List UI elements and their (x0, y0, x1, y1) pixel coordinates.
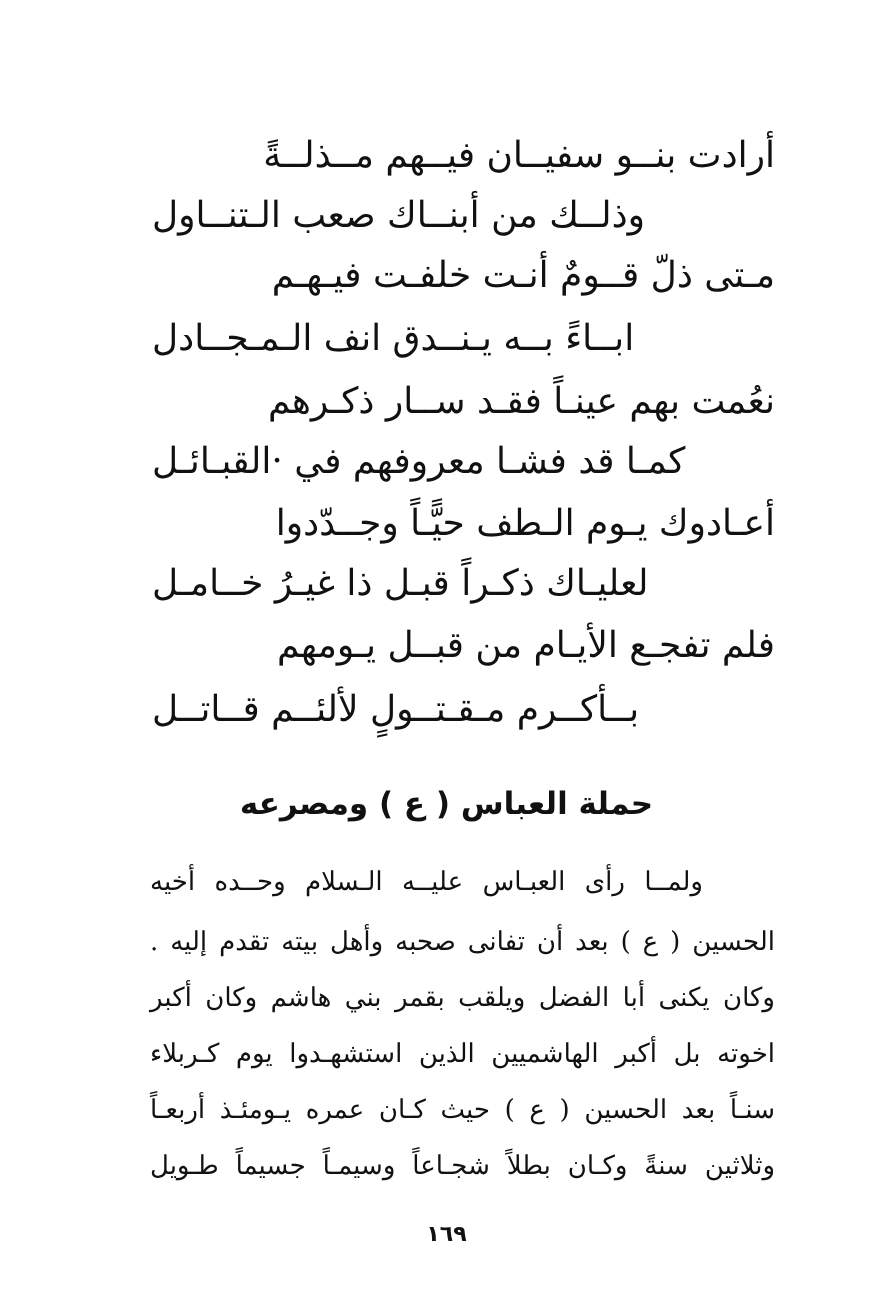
body-text-line: ولمــا رأى العبـاس عليــه الـسلام وحــده أخيه (150, 867, 703, 897)
poem-line: أرادت بنــو سفيــان فيــهم مــذلــةً (263, 135, 775, 176)
body-text-line: الحسين ( ع ) بعد أن تفانى صحبه وأهل بيته تقدم إليه . (150, 927, 775, 957)
poem-line: فلم تفجـع الأيـام من قبــل يـومهم (277, 625, 775, 666)
poem-line: بــأكــرم مـقـتــولٍ لألئــم قــاتــل (152, 689, 640, 730)
body-text-line: سنـاً بعد الحسين ( ع ) حيث كـان عمره يـومئـذ أربعـاً (150, 1095, 775, 1125)
poem-line: ابــاءً بــه يـنــدق انف الـمـجــادل (152, 318, 635, 359)
body-text-line: اخوته بل أكبر الهاشميين الذين استشهـدوا يوم كـربلاء (150, 1039, 775, 1069)
section-heading: حملة العباس ( ع ) ومصرعه (239, 786, 654, 822)
poem-line: وذلــك من أبنــاك صعب الـتنــاول (152, 195, 646, 236)
body-text-line: وثلاثين سنةً وكـان بطلاً شجـاعاً وسيمـاً جسيماً طـويل (150, 1151, 775, 1181)
body-text-line: وكان يكنى أبا الفضل ويلقب بقمر بني هاشم وكان أكبر (150, 983, 775, 1013)
page-number: ١٦٩ (426, 1222, 467, 1247)
poem-line: أعـادوك يـوم الـطف حيًّـاً وجــدّدوا (275, 503, 775, 544)
poem-line: نعُمت بهم عينـاً فقـد ســار ذكـرهم (267, 381, 775, 422)
poem-line: لعليـاك ذكـراً قبـل ذا غيـرُ خــامـل (152, 563, 649, 604)
poem-line: كمـا قد فشـا معروفهم في ·القبـائـل (152, 441, 686, 482)
poem-line: مـتى ذلّ قــومٌ أنـت خلفـت فيـهـم (271, 255, 775, 296)
